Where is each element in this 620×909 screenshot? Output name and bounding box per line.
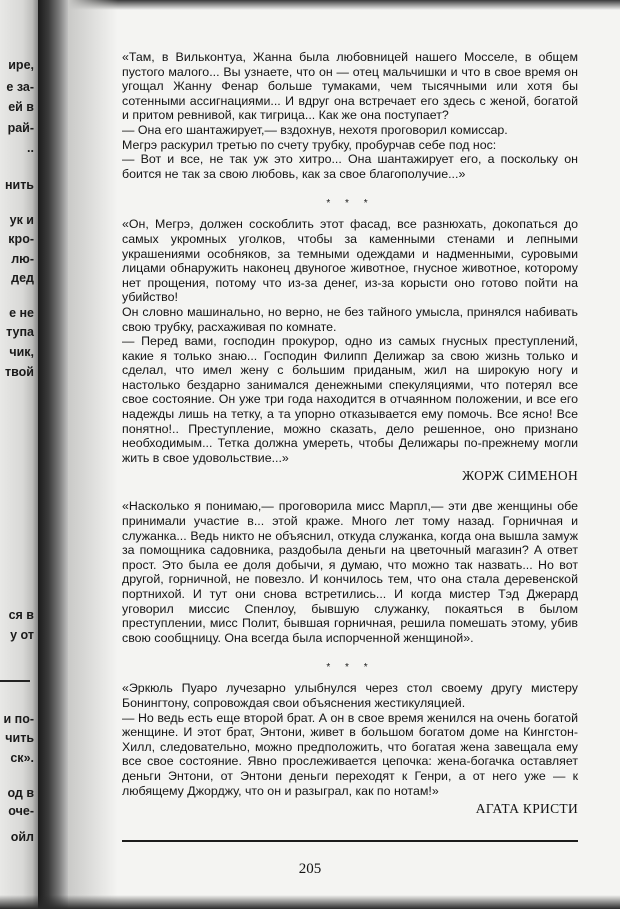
page-body [122, 50, 578, 832]
previous-page-text-fragment: е не [9, 306, 34, 320]
previous-page-text-fragment: чик, [9, 345, 34, 359]
paragraph: Мегрэ раскурил третью по счету трубку, пробурчав себе под нос: [122, 137, 497, 152]
section-separator: * * * [326, 662, 374, 674]
footer-rule [122, 840, 578, 842]
book-gutter [38, 0, 68, 909]
previous-page-text-fragment: нить [4, 178, 34, 192]
previous-page-text-fragment: ире, [8, 58, 34, 72]
paragraph: «Насколько я понимаю,— проговорила мисс Марпл,— эти две женщины обе принимали участие в... этой краже. Много лет тому назад. Горничная и служанка... Ведь никто не объяснил, откуда служанка, когда она вышла замуж за помощника садовника, раздобыла деньги на цветочный магазин? А ответ прост. Это была ее доля добычи, я думаю, что можно так назвать... Но вот другой, горничной, не повезло. И кончилось тем, что она стала деревенской портнихой. И тут они снова встретились... И когда мистер Тэд Джерард уговорил миссис Спенлоу, бывшую служанку, покаяться в былом преступлении, мисс Полит, бывшая горничная, решила помешать этому, убив свою сообщницу. Она всегда была испорченной женщиной». [122, 499, 578, 645]
excerpt-4 [122, 681, 578, 818]
paragraph: — Вот и все, не так уж это хитро... Она шантажирует его, а поскольку он боится не так за свою любовь, как за свое благополучие...» [122, 152, 578, 181]
paragraph: «Он, Мегрэ, должен соскоблить этот фасад, все разнюхать, докопаться до самых укромных уголков, чтобы за каменными стенами и лепными украшениями особняков, за темными одеждами и надменными, суровыми лицами обнаружить наконец двуногое животное, гнусное животное, которому нет прощения, потому что из-за денег, из-за корысти оно готово пойти на убийство! [122, 217, 578, 305]
author-attribution: ЖОРЖ СИМЕНОН [462, 468, 578, 484]
paragraph: Он словно машинально, но верно, не без тайного умысла, принялся набивать свою трубку, расхаживая по комнате. [122, 304, 578, 334]
previous-page-text-fragment: чить [5, 731, 34, 745]
previous-page-text-fragment: рай- [7, 121, 34, 135]
paragraph: — Перед вами, господин прокурор, одно из самых гнусных преступлений, какие я только знаю... Господин Филипп Делижар за свою жизнь только и сделал, что имел жену с большим приданым, жил на широкую ногу и настолько бездарно занимался денежными спекуляциями, что потерял все свое состояние. Он уже три года находится в отчаянном положении, и все его надежды лишь на тетку, а та упорно отказывается ему помочь. Все ясно! Все понятно!.. Преступление, можно сказать, дело решенное, оно признано необходимым... Тетка должна умереть, чтобы Делижары по-прежнему могли жить в свое удовольствие...» [122, 334, 578, 465]
previous-page-text-fragment: ук и [9, 213, 34, 227]
paragraph: — Но ведь есть еще второй брат. А он в свое время женился на очень богатой женщине. И этот брат, Энтони, живет в большом богатом доме на Кингстон-Хилл, следовательно, можно предположить, что богатая жена завещала ему все свое состояние. Явно прослеживается цепочка: жена-богачка оставляет деньги Энтони, от Энтони деньги переходят к Генри, а от него уже — к любящему Джорджу, что он и разыграл, как по нотам!» [122, 710, 578, 798]
bottom-edge-shadow [0, 895, 620, 909]
previous-page-text-fragment: твой [5, 365, 34, 379]
excerpt-1 [122, 50, 578, 181]
page-number: 205 [298, 861, 322, 877]
previous-page-text-fragment: е за- [6, 80, 34, 94]
previous-page-text-fragment: ойл [10, 830, 34, 844]
previous-page-text-fragment: у от [10, 628, 34, 642]
previous-page-text-fragment: од в [7, 786, 34, 800]
section-separator: * * * [326, 198, 374, 210]
previous-page-text-fragment: кро- [8, 232, 34, 246]
previous-page-text-fragment: ск». [10, 751, 34, 765]
author-attribution: АГАТА КРИСТИ [475, 801, 578, 817]
previous-page-rule [0, 680, 30, 682]
previous-page-edge [0, 0, 38, 909]
previous-page-text-fragment: и по- [3, 712, 34, 726]
excerpt-3 [122, 499, 578, 645]
gutter-fade [68, 0, 118, 909]
paragraph: — Она его шантажирует,— вздохнув, нехотя проговорил комиссар. [122, 122, 508, 137]
excerpt-2 [122, 217, 578, 485]
previous-page-text-fragment: ей в [8, 100, 34, 114]
previous-page-text-fragment: ся в [8, 608, 34, 622]
previous-page-text-fragment: тупа [6, 325, 34, 339]
previous-page-text-fragment: .. [27, 141, 34, 155]
previous-page-text-fragment: оче- [8, 804, 34, 818]
paragraph: «Там, в Вильконтуа, Жанна была любовницей нашего Мосселе, в общем пустого малого... Вы узнаете, что он — отец мальчишки и что в свое время он угощал Жанну Фенар больше тумаками, чем тысячными или хотя бы сотенными ассигнациями... И вдруг она встречает его здесь с женой, богатой и притом ревнивой, как тигрица... Как же она поступает? [122, 50, 578, 123]
paragraph: «Эркюль Пуаро лучезарно улыбнулся через стол своему другу мистеру Бонингтону, сопровождая свои объяснения жестикуляцией. [122, 681, 578, 710]
previous-page-text-fragment: лю- [11, 252, 34, 266]
previous-page-text-fragment: дед [11, 271, 34, 285]
